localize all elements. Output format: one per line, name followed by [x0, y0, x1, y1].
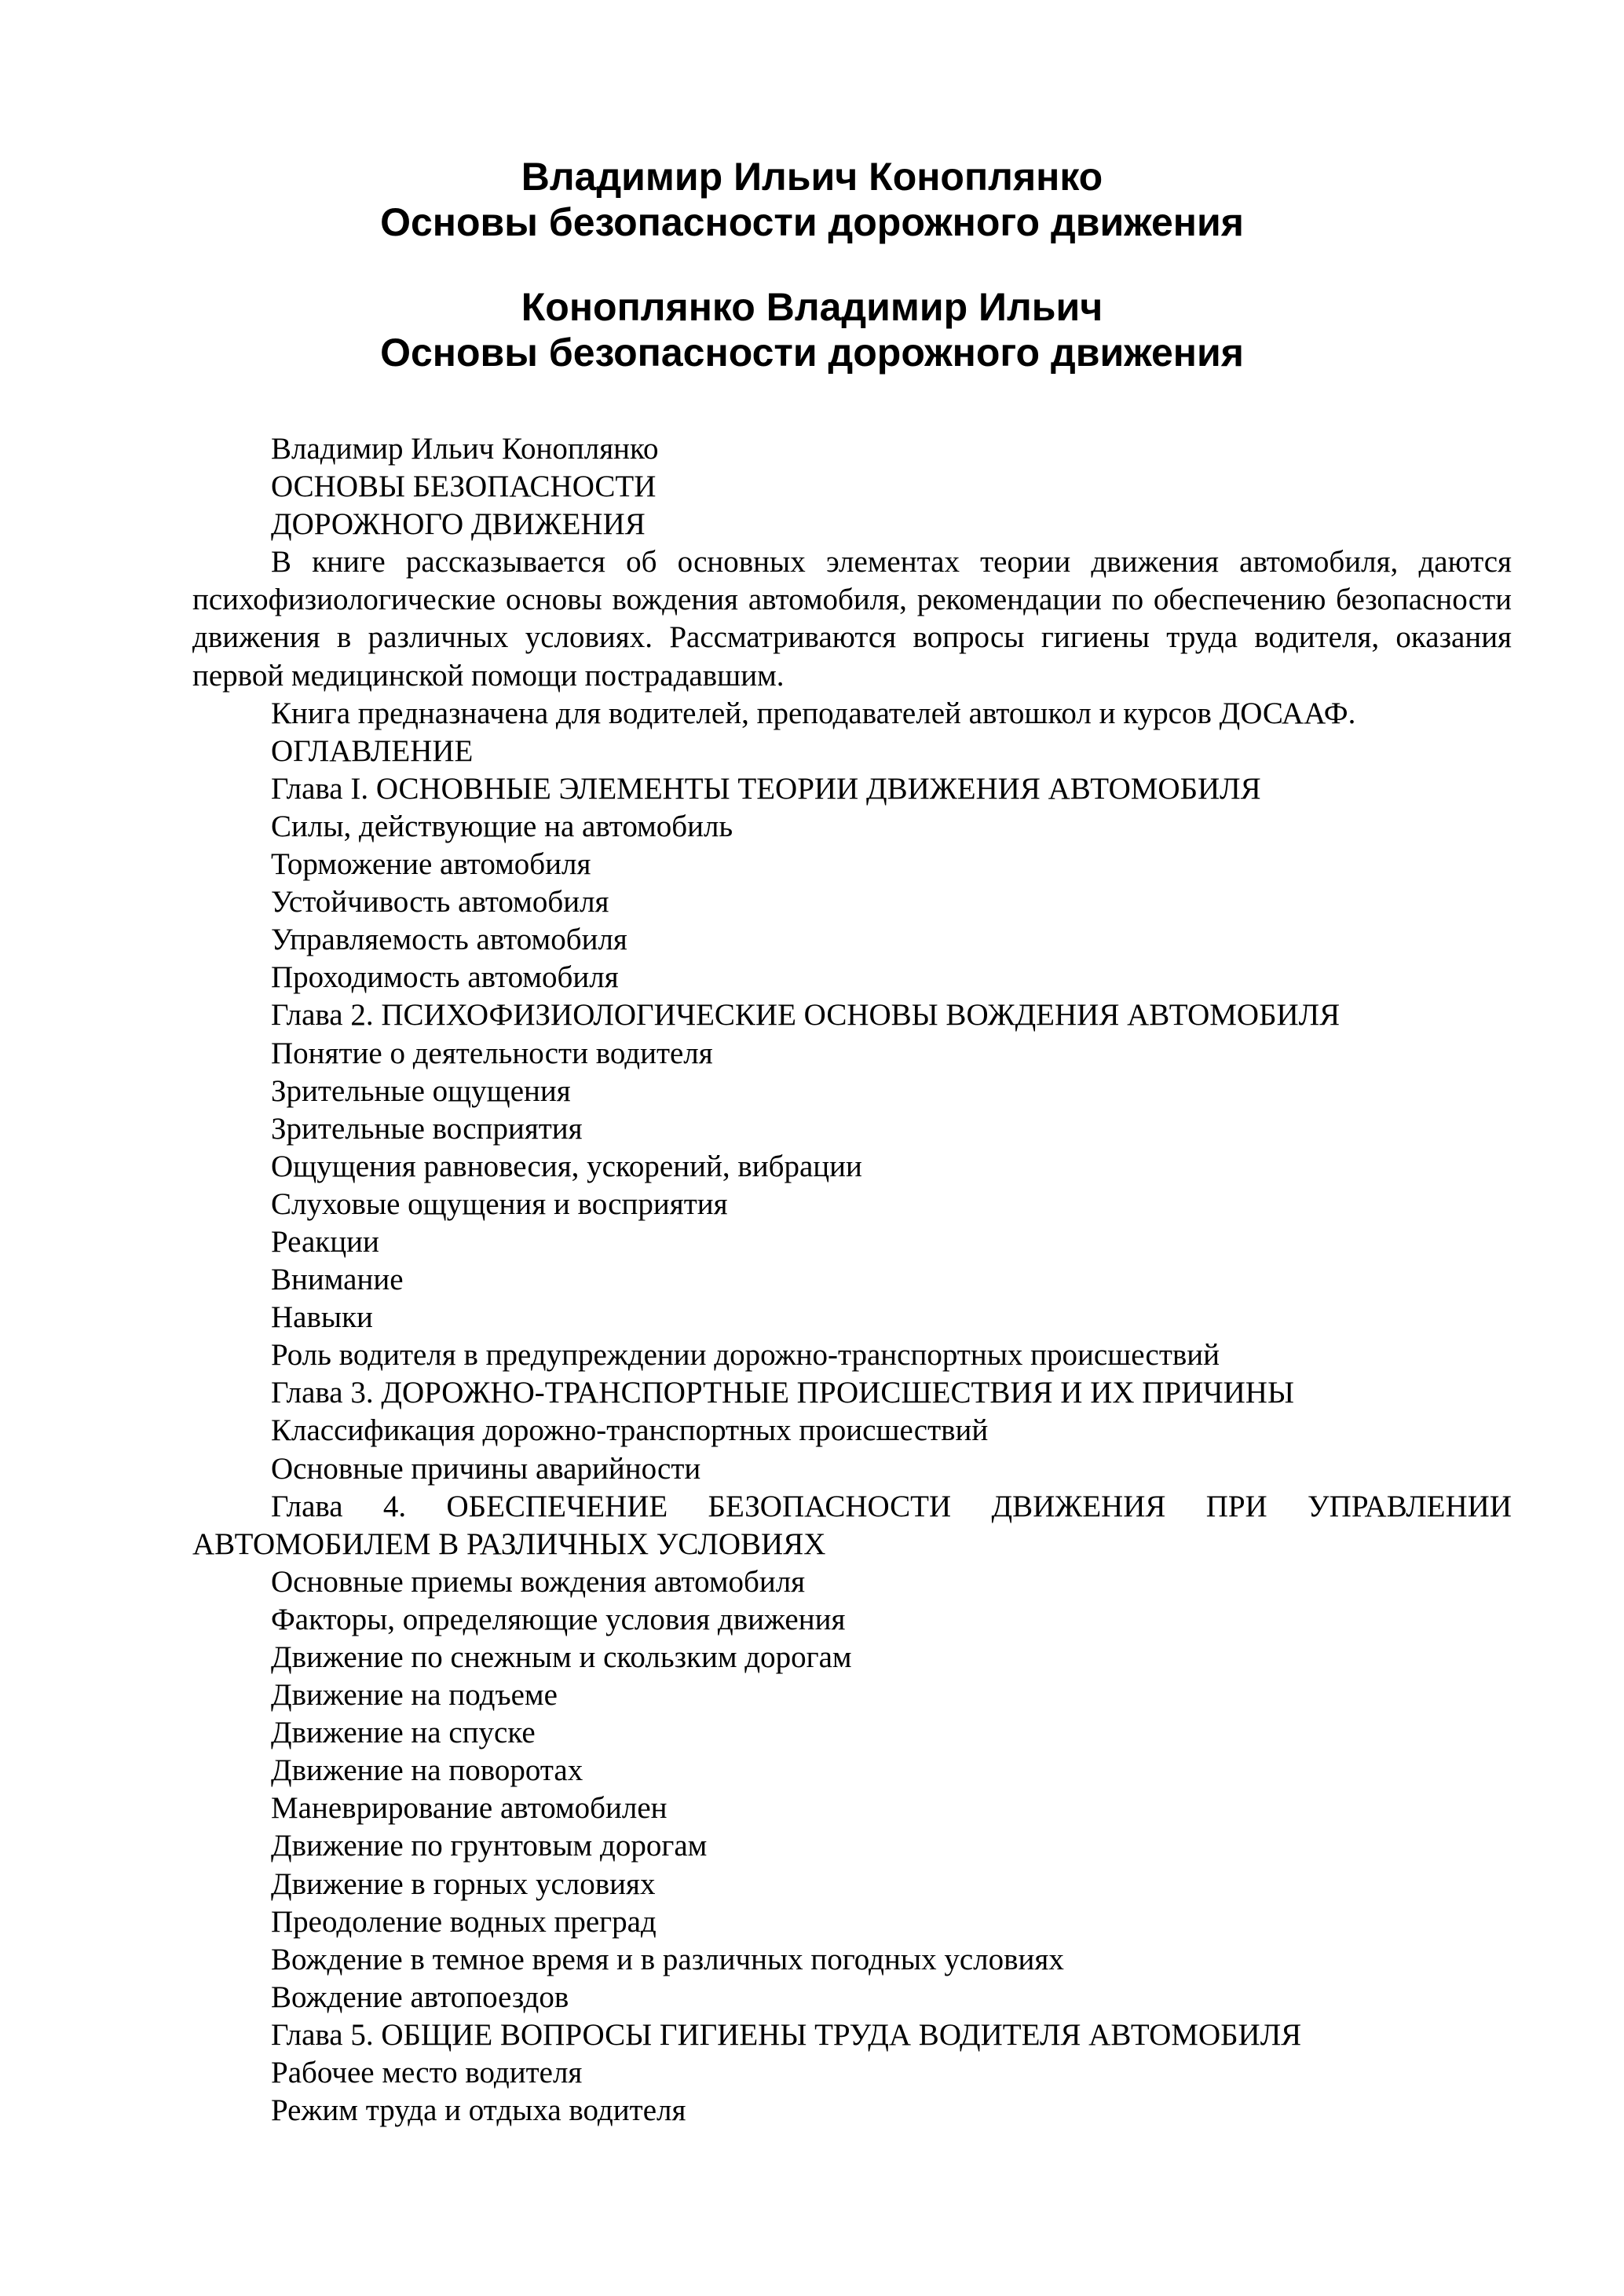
toc-section-item: Маневрирование автомобилен [271, 1791, 668, 1826]
audience-paragraph: Книга предназначена для водителей, преподавателей автошкол и курсов ДОСААФ. [271, 696, 1356, 730]
title-book: Основы безопасности дорожного движения [380, 331, 1244, 375]
toc-section-item: Основные приемы вождения автомобиля [271, 1564, 806, 1599]
toc-section-item: Движение по грунтовым дорогам [271, 1829, 708, 1863]
toc-chapter-title: Глава 5. ОБЩИЕ ВОПРОСЫ ГИГИЕНЫ ТРУДА ВОДИТЕЛЯ АВТОМОБИЛЯ [271, 2017, 1302, 2052]
toc-chapter-title: Глава 2. ПСИХОФИЗИОЛОГИЧЕСКИЕ ОСНОВЫ ВОЖДЕНИЯ АВТОМОБИЛЯ [271, 998, 1341, 1033]
annotation-paragraph: В книге рассказывается об основных элементах теории движения автомобиля, даются психофизиологические основы вождения автомобиля, рекомендации по обеспечению безопасности движения в различных условиях. Рассматриваются вопросы гигиены труда водителя, оказания первой медицинской помощи пострадавшим. [192, 545, 1512, 693]
title-author: Коноплянко Владимир Ильич [521, 285, 1103, 329]
toc-section-item: Движение на спуске [271, 1716, 536, 1750]
toc-section-item: Преодоление водных преград [271, 1904, 657, 1939]
front-title-line1: ОСНОВЫ БЕЗОПАСНОСТИ [271, 470, 657, 504]
title-book: Основы безопасности дорожного движения [380, 200, 1244, 244]
toc-section-item: Движение на поворотах [271, 1753, 583, 1788]
toc-section-item: Движение на подъеме [271, 1678, 558, 1713]
toc-chapter-title: Глава I. ОСНОВНЫЕ ЭЛЕМЕНТЫ ТЕОРИИ ДВИЖЕНИЯ АВТОМОБИЛЯ [271, 771, 1261, 806]
toc-section-item: Классификация дорожно-транспортных происшествий [271, 1413, 989, 1448]
toc-section-item: Управляемость автомобиля [271, 923, 627, 957]
toc-section-item: Зрительные ощущения [271, 1073, 571, 1108]
toc-section-item: Силы, действующие на автомобиль [271, 809, 733, 843]
toc-section-item: Движение по снежным и скользким дорогам [271, 1640, 852, 1674]
title-header [0, 154, 1624, 415]
toc-section-item: Ощущения равновесия, ускорений, вибрации [271, 1149, 862, 1183]
toc-section-item: Торможение автомобиля [271, 847, 591, 882]
toc-chapter-title: Глава 3. ДОРОЖНО-ТРАНСПОРТНЫЕ ПРОИСШЕСТВИЯ И ИХ ПРИЧИНЫ [271, 1376, 1294, 1410]
toc-section-item: Устойчивость автомобиля [271, 885, 609, 919]
front-title-line2: ДОРОЖНОГО ДВИЖЕНИЯ [271, 507, 646, 542]
title-block-surname-first [0, 284, 1624, 375]
toc-section-item: Понятие о деятельности водителя [271, 1036, 713, 1070]
toc-section-item: Движение в горных условиях [271, 1866, 656, 1901]
toc-chapter-title: Глава 4. ОБЕСПЕЧЕНИЕ БЕЗОПАСНОСТИ ДВИЖЕНИЯ ПРИ УПРАВЛЕНИИ АВТОМОБИЛЕМ В РАЗЛИЧНЫХ УСЛОВИЯХ [192, 1489, 1512, 1561]
toc-section-item: Навыки [271, 1300, 373, 1335]
toc-section-item: Внимание [271, 1263, 404, 1297]
toc-heading: ОГЛАВЛЕНИЕ [271, 733, 474, 768]
title-block-author-first [0, 154, 1624, 245]
toc-section-item: Вождение в темное время и в различных погодных условиях [271, 1942, 1064, 1976]
toc-section-item: Рабочее место водителя [271, 2056, 583, 2090]
toc-section-item: Вождение автопоездов [271, 1980, 569, 2014]
toc-section-item: Основные причины аварийности [271, 1451, 701, 1486]
toc-section-item: Роль водителя в предупреждении дорожно-транспортных происшествий [271, 1338, 1220, 1373]
toc-section-item: Проходимость автомобиля [271, 960, 619, 995]
table-of-contents [192, 770, 1512, 2130]
toc-section-item: Реакции [271, 1224, 379, 1259]
title-author: Владимир Ильич Коноплянко [521, 155, 1103, 199]
document-body [192, 430, 1512, 2130]
toc-section-item: Зрительные восприятия [271, 1111, 583, 1146]
toc-section-item: Слуховые ощущения и восприятия [271, 1186, 728, 1221]
front-author: Владимир Ильич Коноплянко [271, 432, 659, 466]
toc-section-item: Факторы, определяющие условия движения [271, 1602, 846, 1636]
toc-section-item: Режим труда и отдыха водителя [271, 2093, 686, 2128]
